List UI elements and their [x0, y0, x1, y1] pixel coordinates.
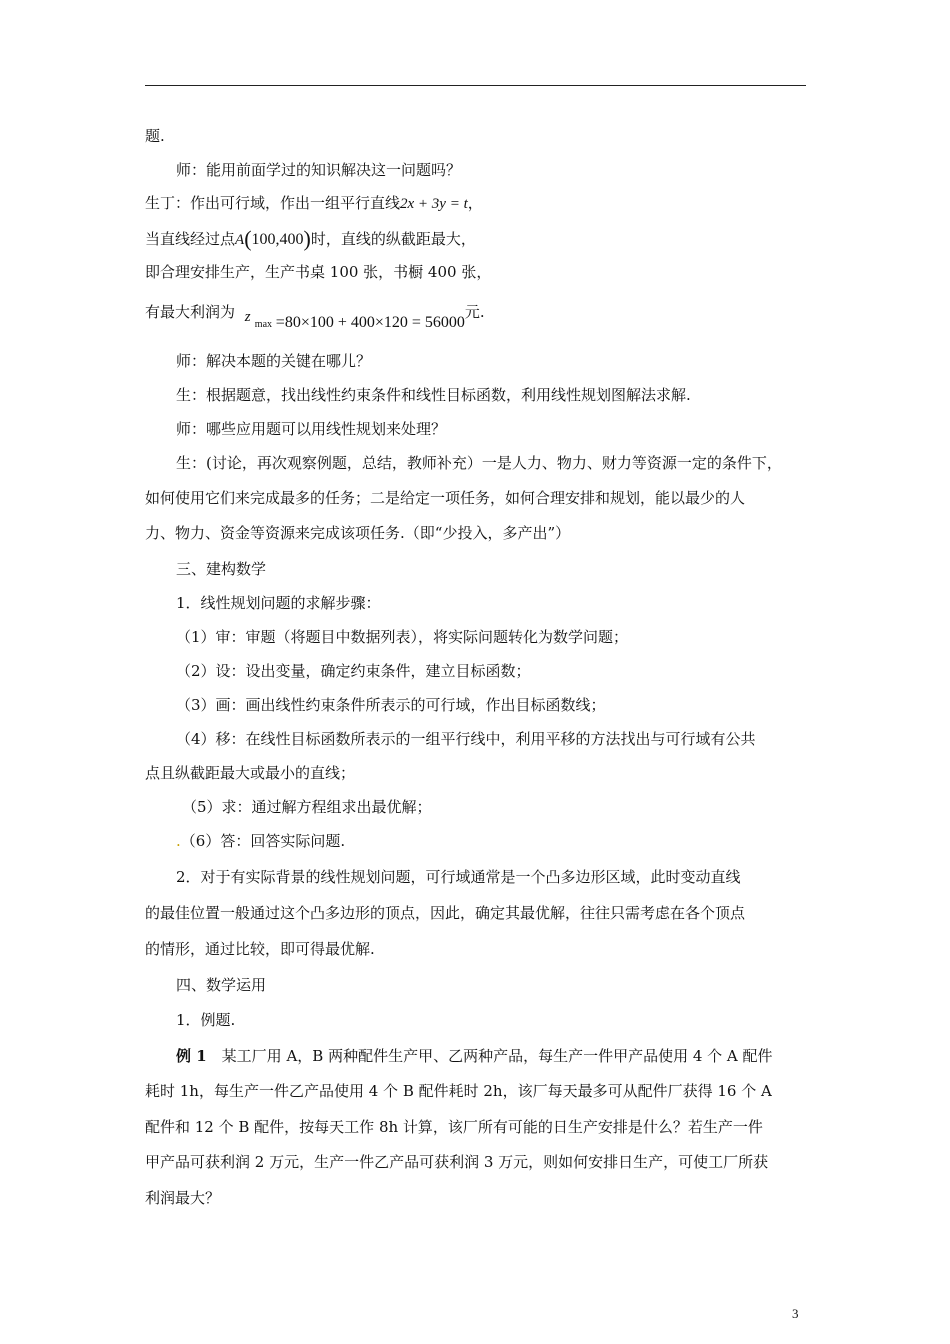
text-line: [176, 831, 345, 851]
text-span: 某工厂用 A，B 两种配件生产甲、乙两种产品，每生产一件甲产品使用 4 个 A 配件: [206, 1047, 773, 1065]
text-line: （5）求：通过解方程组求出最优解；: [182, 798, 432, 816]
text-line: [145, 193, 483, 214]
text-line: 的最佳位置一般通过这个凸多边形的顶点，因此，确定其最优解，往往只需考虑在各个顶点: [145, 904, 746, 922]
text-line: [145, 227, 476, 250]
text-span: 时，直线的纵截距最大，: [310, 230, 476, 248]
text-line: 师：解决本题的关键在哪儿？: [176, 352, 372, 370]
text-line: 利润最大？: [145, 1189, 221, 1207]
page-number: 3: [792, 1306, 799, 1321]
text-line: 甲产品可获利润 2 万元，生产一件乙产品可获利润 3 万元，则如何安排日生产，可使工厂所获: [145, 1153, 769, 1171]
equation: =80×100 + 400×120 = 56000: [275, 314, 465, 331]
example-label: 例 1: [176, 1047, 207, 1065]
text-span: 生丁：作出可行域，作出一组平行直线: [145, 194, 401, 212]
text-line: 即合理安排生产，生产书桌 100 张，书橱 400 张，: [145, 263, 492, 281]
text-line: 师：能用前面学过的知识解决这一问题吗？: [176, 161, 462, 179]
coordinates: 100,400: [251, 231, 304, 248]
text-span: 元.: [464, 303, 485, 321]
equation: 2x + 3y = t: [400, 196, 468, 212]
text-line: （1）审：审题（将题目中数据列表），将实际问题转化为数学问题；: [176, 628, 629, 646]
text-line: [176, 1046, 773, 1066]
text-line: 2．对于有实际背景的线性规划问题，可行域通常是一个凸多边形区域，此时变动直线: [176, 868, 741, 886]
section-heading: 三、建构数学: [176, 560, 267, 578]
text-line: 师：哪些应用题可以用线性规划来处理？: [176, 420, 447, 438]
text-line: （3）画：画出线性约束条件所表示的可行域，作出目标函数线；: [176, 696, 606, 714]
max-subscript: max: [254, 319, 273, 330]
text-line: 题.: [145, 127, 165, 145]
text-span: 有最大利润为: [145, 303, 236, 321]
z-max-symbol: [240, 297, 276, 330]
text-line: 生：根据题意，找出线性约束条件和线性目标函数，利用线性规划图解法求解.: [176, 386, 691, 404]
paren-open: (: [244, 226, 252, 251]
text-line: 点且纵截距最大或最小的直线；: [145, 764, 356, 782]
text-line: 1．线性规划问题的求解步骤：: [176, 594, 381, 612]
text-span: 当直线经过点: [145, 230, 236, 248]
mark-dot: .: [176, 832, 181, 850]
text-line: 的情形，通过比较，即可得最优解.: [145, 940, 375, 958]
text-line: 1．例题.: [176, 1011, 236, 1029]
text-span: ，: [467, 194, 483, 212]
text-line: 力、物力、资金等资源来完成该项任务.（即“少投入，多产出”）: [145, 524, 571, 542]
text-line: （4）移：在线性目标函数所表示的一组平行线中，利用平移的方法找出与可行域有公共: [176, 730, 756, 748]
paren-close: ): [303, 226, 311, 251]
text-span: （6）答：回答实际问题.: [180, 832, 346, 850]
section-heading: 四、数学运用: [176, 976, 267, 994]
text-line: [145, 297, 485, 331]
point-label: A: [235, 232, 245, 248]
text-line: 生：(讨论，再次观察例题，总结，教师补充）一是人力、物力、财力等资源一定的条件下，: [176, 454, 782, 472]
text-line: （2）设：设出变量，确定约束条件，建立目标函数；: [176, 662, 531, 680]
text-line: 耗时 1h，每生产一件乙产品使用 4 个 B 配件耗时 2h，该厂每天最多可从配件厂获得 16 个 A: [145, 1082, 772, 1100]
text-line: 配件和 12 个 B 配件，按每天工作 8h 计算，该厂所有可能的日生产安排是什么？若生产一件: [145, 1118, 763, 1136]
header-rule: [145, 85, 806, 86]
text-line: 如何使用它们来完成最多的任务；二是给定一项任务，如何合理安排和规划，能以最少的人: [145, 489, 746, 507]
z-variable: z: [244, 309, 251, 325]
